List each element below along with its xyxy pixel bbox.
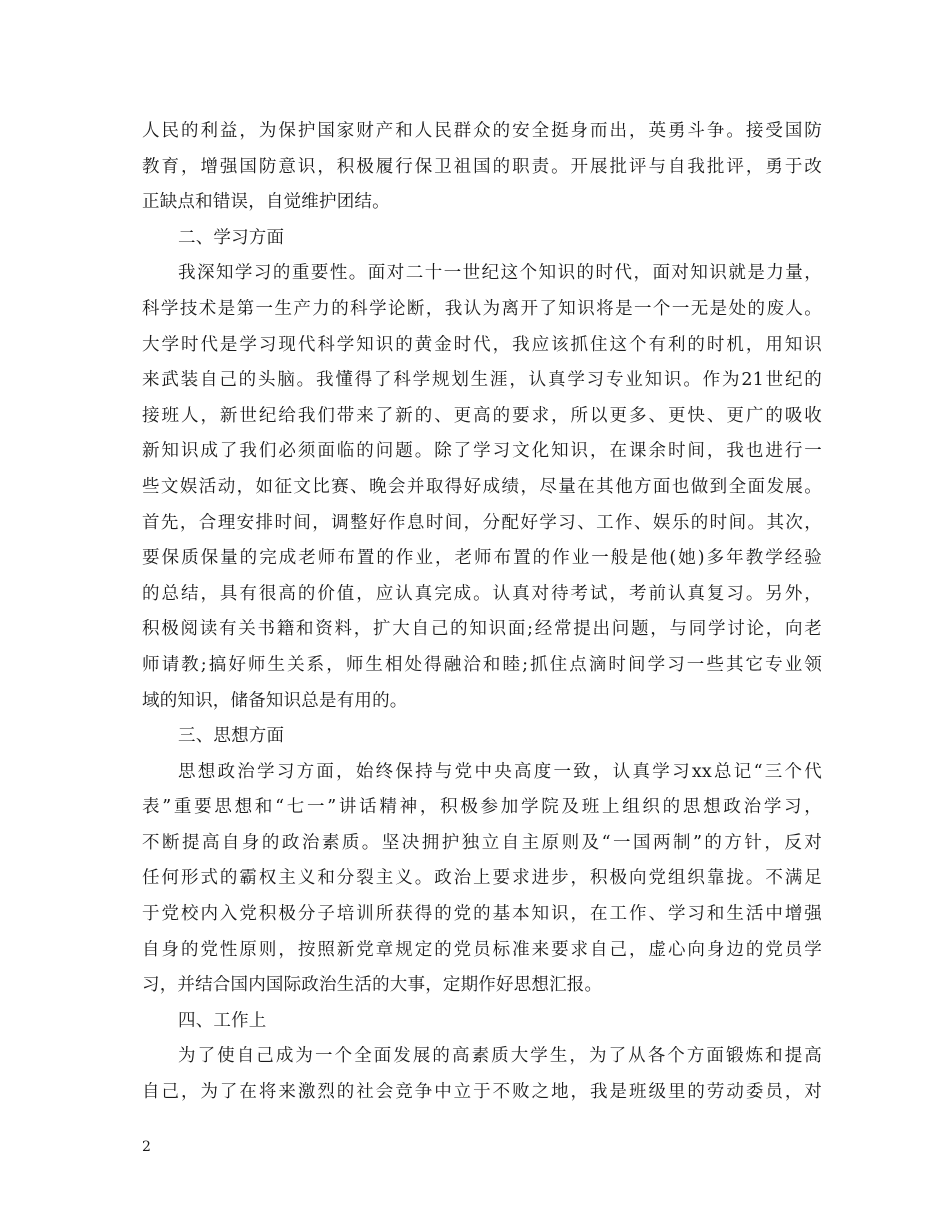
text-line: 为了使自己成为一个全面发展的高素质大学生，为了从各个方面锻炼和提高 bbox=[178, 1046, 822, 1067]
page-number: 2 bbox=[142, 1139, 151, 1155]
body-text bbox=[142, 114, 822, 1111]
text-line: 域的知识，储备知识总是有用的。 bbox=[142, 690, 408, 711]
text-line: 不断提高自身的政治素质。坚决拥护独立自主原则及“一国两制”的方针，反对 bbox=[142, 832, 822, 853]
text-line: 来武装自己的头脑。我懂得了科学规划生涯，认真学习专业知识。作为21世纪的 bbox=[142, 370, 822, 391]
text-line: 人民的利益，为保护国家财产和人民群众的安全挺身而出，英勇斗争。接受国防 bbox=[142, 121, 822, 141]
text-line: 我深知学习的重要性。面对二十一世纪这个知识的时代，面对知识就是力量， bbox=[178, 263, 822, 284]
text-line: 要保质保量的完成老师布置的作业，老师布置的作业一般是他(她)多年教学经验 bbox=[142, 548, 822, 569]
text-line: 首先，合理安排时间，调整好作息时间，分配好学习、工作、娱乐的时间。其次， bbox=[142, 512, 822, 533]
text-line: 新知识成了我们必须面临的问题。除了学习文化知识，在课余时间，我也进行一 bbox=[142, 441, 822, 462]
text-line: 科学技术是第一生产力的科学论断，我认为离开了知识将是一个一无是处的废人。 bbox=[142, 298, 822, 319]
text-line: 接班人，新世纪给我们带来了新的、更高的要求，所以更多、更快、更广的吸收 bbox=[142, 405, 822, 426]
text-line: 任何形式的霸权主义和分裂主义。政治上要求进步，积极向党组织靠拢。不满足 bbox=[142, 868, 822, 889]
text-line: 积极阅读有关书籍和资料，扩大自己的知识面;经常提出问题，与同学讨论，向老 bbox=[142, 619, 822, 640]
section-heading: 四、工作上 bbox=[178, 1010, 267, 1031]
text-line: 教育，增强国防意识，积极履行保卫祖国的职责。开展批评与自我批评，勇于改 bbox=[142, 156, 822, 177]
text-line: 正缺点和错误，自觉维护团结。 bbox=[142, 192, 390, 213]
text-line: 的总结，具有很高的价值，应认真完成。认真对待考试，考前认真复习。另外， bbox=[142, 583, 822, 604]
section-heading: 二、学习方面 bbox=[178, 227, 285, 248]
text-line: 于党校内入党积极分子培训所获得的党的基本知识，在工作、学习和生活中增强 bbox=[142, 904, 822, 925]
text-line: 习，并结合国内国际政治生活的大事，定期作好思想汇报。 bbox=[142, 975, 603, 996]
text-line: 自己，为了在将来激烈的社会竞争中立于不败之地，我是班级里的劳动委员，对 bbox=[142, 1082, 822, 1103]
text-line: 思想政治学习方面，始终保持与党中央高度一致，认真学习xx总记“三个代 bbox=[178, 761, 822, 782]
text-line: 些文娱活动，如征文比赛、晚会并取得好成绩，尽量在其他方面也做到全面发展。 bbox=[142, 476, 822, 497]
text-line: 师请教;搞好师生关系，师生相处得融洽和睦;抓住点滴时间学习一些其它专业领 bbox=[142, 654, 822, 675]
text-line: 表”重要思想和“七一”讲话精神，积极参加学院及班上组织的思想政治学习， bbox=[142, 797, 822, 818]
text-line: 大学时代是学习现代科学知识的黄金时代，我应该抓住这个有利的时机，用知识 bbox=[142, 334, 822, 355]
text-line: 自身的党性原则，按照新党章规定的党员标准来要求自己，虚心向身边的党员学 bbox=[142, 939, 822, 960]
section-heading: 三、思想方面 bbox=[178, 726, 285, 747]
